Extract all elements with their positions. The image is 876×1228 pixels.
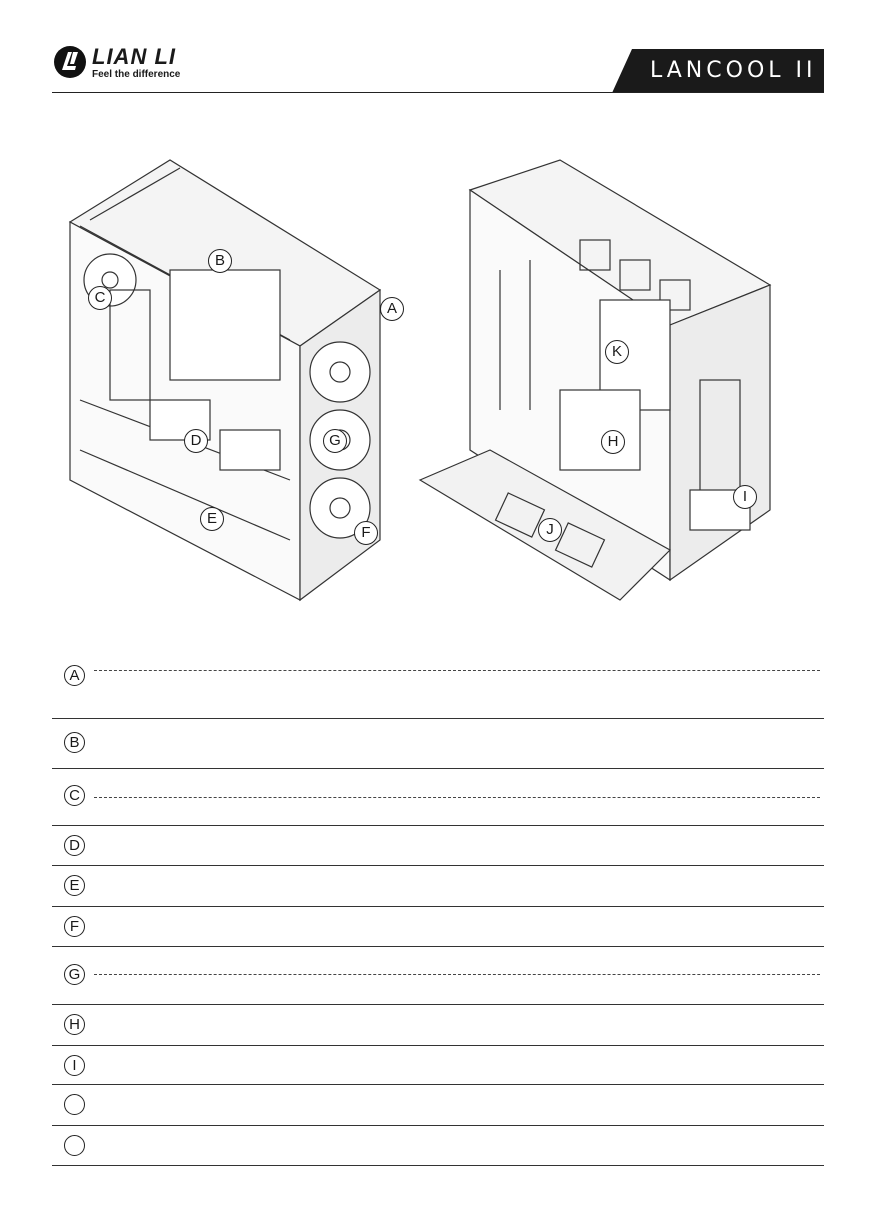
header-divider [52, 92, 824, 93]
callout-c: C [88, 286, 112, 310]
callout-i: I [733, 485, 757, 509]
row-letter: F [64, 916, 85, 937]
row-letter: B [64, 732, 85, 753]
dashed-leader [94, 797, 820, 798]
row-letter [64, 1094, 85, 1115]
brand-name: LIAN LI [92, 44, 176, 69]
callout-f: F [354, 521, 378, 545]
page-header [0, 0, 876, 100]
legend-row-i [52, 1046, 824, 1085]
case-rear-view [420, 160, 770, 600]
legend-row-g [52, 947, 824, 1005]
callout-b: B [208, 249, 232, 273]
row-letter [64, 1135, 85, 1156]
callout-d: D [184, 429, 208, 453]
product-name: LANCOOL II [650, 58, 817, 83]
lian-li-logo-icon [52, 44, 88, 80]
callout-h: H [601, 430, 625, 454]
legend-row-k [52, 1126, 824, 1166]
legend-row-j [52, 1085, 824, 1126]
callout-a: A [380, 297, 404, 321]
row-letter: H [64, 1014, 85, 1035]
callout-g: G [323, 429, 347, 453]
row-letter: D [64, 835, 85, 856]
parts-legend-table [52, 650, 824, 1166]
legend-row-c [52, 769, 824, 826]
dashed-leader [94, 974, 820, 975]
row-letter: A [64, 665, 85, 686]
legend-row-a [52, 650, 824, 719]
legend-row-d [52, 826, 824, 866]
row-letter: C [64, 785, 85, 806]
case-front-view [70, 160, 380, 600]
legend-row-h [52, 1005, 824, 1046]
callout-j: J [538, 518, 562, 542]
legend-row-f [52, 907, 824, 947]
row-letter: E [64, 875, 85, 896]
row-letter: I [64, 1055, 85, 1076]
lian-li-logo [52, 44, 202, 84]
brand-tagline: Feel the difference [92, 69, 181, 80]
callout-k: K [605, 340, 629, 364]
row-letter: G [64, 964, 85, 985]
legend-row-b [52, 719, 824, 769]
case-illustration [60, 150, 780, 610]
callout-e: E [200, 507, 224, 531]
dashed-leader [94, 670, 820, 671]
legend-row-e [52, 866, 824, 907]
